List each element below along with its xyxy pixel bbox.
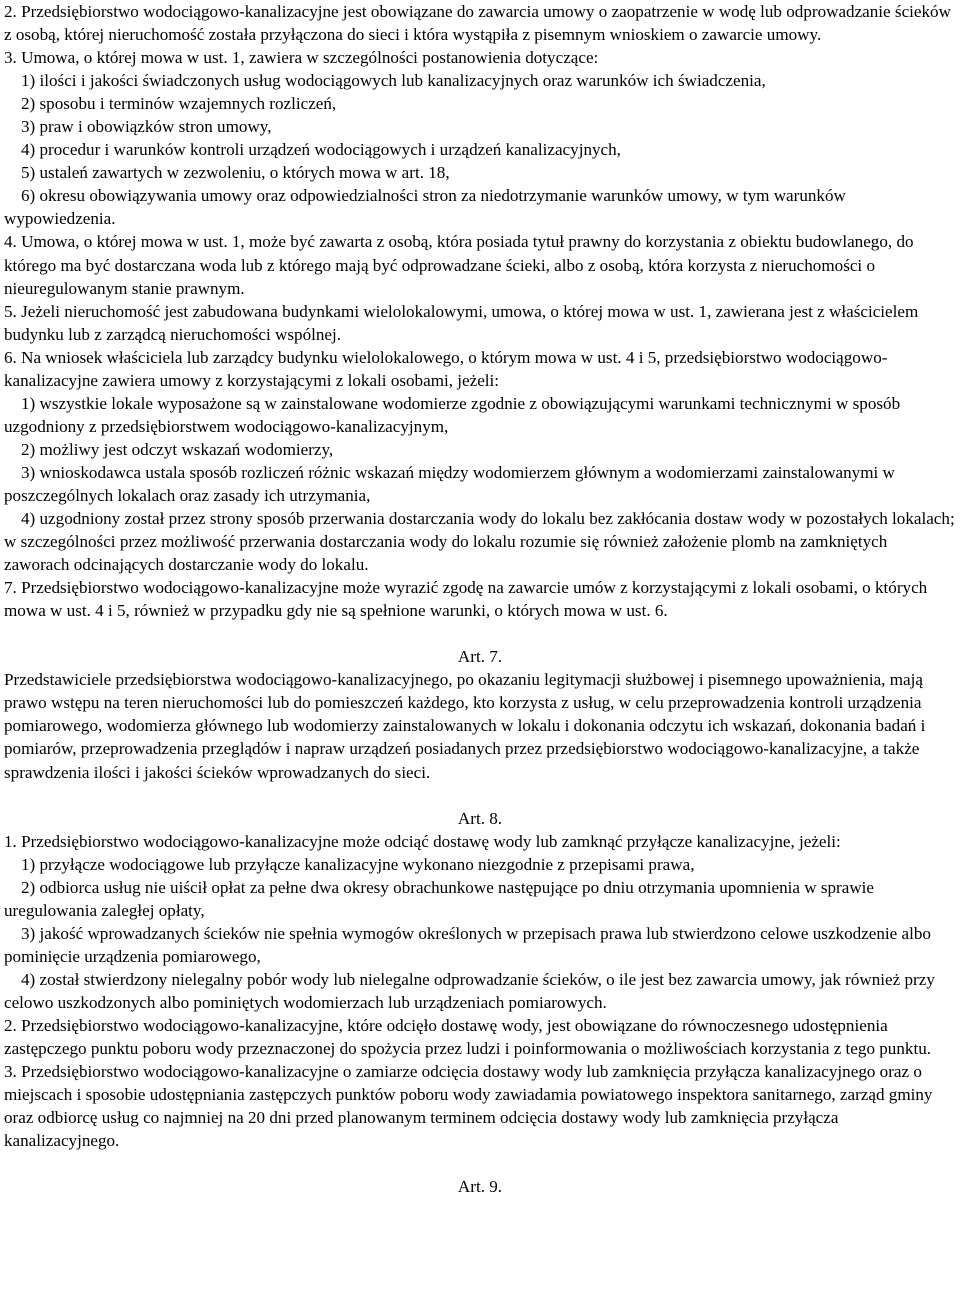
art6-p3-item-2: 2) sposobu i terminów wzajemnych rozliczeń,: [21, 94, 337, 114]
art6-p6-item-2: 2) możliwy jest odczyt wskazań wodomierzy,: [21, 439, 334, 459]
art6-p6-item-3: 3) wnioskodawca ustala sposób rozliczeń różnic wskazań między wodomierzem głównym a wodomierzami zainstalowanymi w poszczególnych lokalach oraz zasady ich utrzymania,: [4, 462, 895, 505]
art8-paragraph-1-intro: 1. Przedsiębiorstwo wodociągowo-kanalizacyjne może odciąć dostawę wody lub zamknąć przyłącze kanalizacyjne, jeżeli:: [4, 831, 841, 851]
art8-p1-item-1: 1) przyłącze wodociągowe lub przyłącze kanalizacyjne wykonano niezgodnie z przepisami prawa,: [21, 854, 695, 874]
art9-heading: Art. 9.: [457, 1177, 503, 1197]
art8-paragraph-3: 3. Przedsiębiorstwo wodociągowo-kanalizacyjne o zamiarze odcięcia dostawy wody lub zamknięcia przyłącza kanalizacyjnego oraz o miejscach i sposobie udostępniania zastępczych punktów poboru wody zawiadamia powiatowego inspektora sanitarnego, zarząd gminy oraz odbiorcę usług co najmniej na 20 dni przed planowanym terminem odcięcia dostawy wody lub zamknięcia przyłącza kanalizacyjnego.: [4, 1062, 933, 1151]
art7-heading: Art. 7.: [457, 647, 503, 667]
art6-p6-item-4: 4) uzgodniony został przez strony sposób przerwania dostarczania wody do lokalu bez zakłócania dostaw wody w pozostałych lokalach; w szczególności przez możliwość przerwania dostarczania wody do lokalu rozumie się również założenie plomb na zamkniętych zaworach odcinających dostarczanie wody do lokalu.: [4, 509, 955, 575]
art7-body: Przedstawiciele przedsiębiorstwa wodociągowo-kanalizacyjnego, po okazaniu legitymacji służbowej i pisemnego upoważnienia, mają prawo wstępu na teren nieruchomości lub do pomieszczeń każdego, kto korzysta z usług, w celu przeprowadzenia kontroli urządzenia pomiarowego, wodomierza głównego lub wodomierzy zainstalowanych w lokalu i dokonania odczytu ich wskazań, dokonania badań i pomiarów, przeprowadzenia przeglądów i napraw urządzeń posiadanych przez przedsiębiorstwo wodociągowo-kanalizacyjne, a także sprawdzenia ilości i jakości ścieków wprowadzanych do sieci.: [4, 670, 926, 782]
art6-paragraph-7: 7. Przedsiębiorstwo wodociągowo-kanalizacyjne może wyrazić zgodę na zawarcie umów z korzystającymi z lokali osobami, o których mowa w ust. 4 i 5, również w przypadku gdy nie są spełnione warunki, o których mowa w ust. 6.: [4, 578, 928, 621]
art6-p3-item-4: 4) procedur i warunków kontroli urządzeń wodociągowych i urządzeń kanalizacyjnych,: [21, 140, 621, 160]
art8-p1-item-4: 4) został stwierdzony nielegalny pobór wody lub nielegalne odprowadzanie ścieków, o ile jest bez zawarcia umowy, jak również przy celowo uszkodzonych albo pominiętych wodomierzach lub urządzeniach pomiarowych.: [4, 969, 935, 1012]
art6-p3-item-5: 5) ustaleń zawartych w zezwoleniu, o których mowa w art. 18,: [21, 163, 450, 183]
art6-p6-item-1: 1) wszystkie lokale wyposażone są w zainstalowane wodomierze zgodnie z obowiązującymi warunkami technicznymi w sposób uzgodniony z przedsiębiorstwem wodociągowo-kanalizacyjnym,: [4, 393, 901, 436]
section-spacer: [4, 622, 956, 645]
art6-paragraph-3-intro: 3. Umowa, o której mowa w ust. 1, zawiera w szczególności postanowienia dotyczące:: [4, 48, 599, 68]
art6-paragraph-4: 4. Umowa, o której mowa w ust. 1, może być zawarta z osobą, która posiada tytuł prawny do korzystania z obiektu budowlanego, do którego ma być dostarczana woda lub z którego mają być odprowadzane ścieki, albo z osobą, która korzysta z nieruchomości o nieuregulowanym stanie prawnym.: [4, 232, 914, 298]
art8-heading: Art. 8.: [457, 808, 503, 828]
art6-p3-item-3: 3) praw i obowiązków stron umowy,: [21, 117, 272, 137]
art8-paragraph-2: 2. Przedsiębiorstwo wodociągowo-kanalizacyjne, które odcięło dostawę wody, jest obowiązane do równoczesnego udostępnienia zastępczego punktu poboru wody przeznaczonej do spożycia przez ludzi i poinformowania o możliwościach korzystania z tego punktu.: [4, 1015, 932, 1059]
section-spacer: [4, 784, 956, 807]
art6-paragraph-5: 5. Jeżeli nieruchomość jest zabudowana budynkami wielolokalowymi, umowa, o której mowa w ust. 1, zawierana jest z właścicielem budynku lub z zarządcą nieruchomości wspólnej.: [4, 301, 919, 344]
art8-p1-item-2: 2) odbiorca usług nie uiścił opłat za pełne dwa okresy obrachunkowe następujące po dniu otrzymania upomnienia w sprawie uregulowania zaległej opłaty,: [4, 877, 875, 920]
art6-paragraph-6-intro: 6. Na wniosek właściciela lub zarządcy budynku wielolokalowego, o którym mowa w ust. 4 i 5, przedsiębiorstwo wodociągowo-kanalizacyjne zawiera umowy z korzystającymi z lokali osobami, jeżeli:: [4, 347, 888, 390]
art8-p1-item-3: 3) jakość wprowadzanych ścieków nie spełnia wymogów określonych w przepisach prawa lub stwierdzono celowe uszkodzenie albo pominięcie urządzenia pomiarowego,: [4, 923, 931, 966]
art6-p3-item-6: 6) okresu obowiązywania umowy oraz odpowiedzialności stron za niedotrzymanie warunków umowy, w tym warunków wypowiedzenia.: [4, 186, 846, 229]
art6-p3-item-1: 1) ilości i jakości świadczonych usług wodociągowych lub kanalizacyjnych oraz warunków ich świadczenia,: [21, 71, 766, 91]
art6-paragraph-2: 2. Przedsiębiorstwo wodociągowo-kanalizacyjne jest obowiązane do zawarcia umowy o zaopatrzenie w wodę lub odprowadzanie ścieków z osobą, której nieruchomość została przyłączona do sieci i która wystąpiła z pisemnym wnioskiem o zawarcie umowy.: [4, 2, 951, 45]
section-spacer: [4, 1152, 956, 1175]
